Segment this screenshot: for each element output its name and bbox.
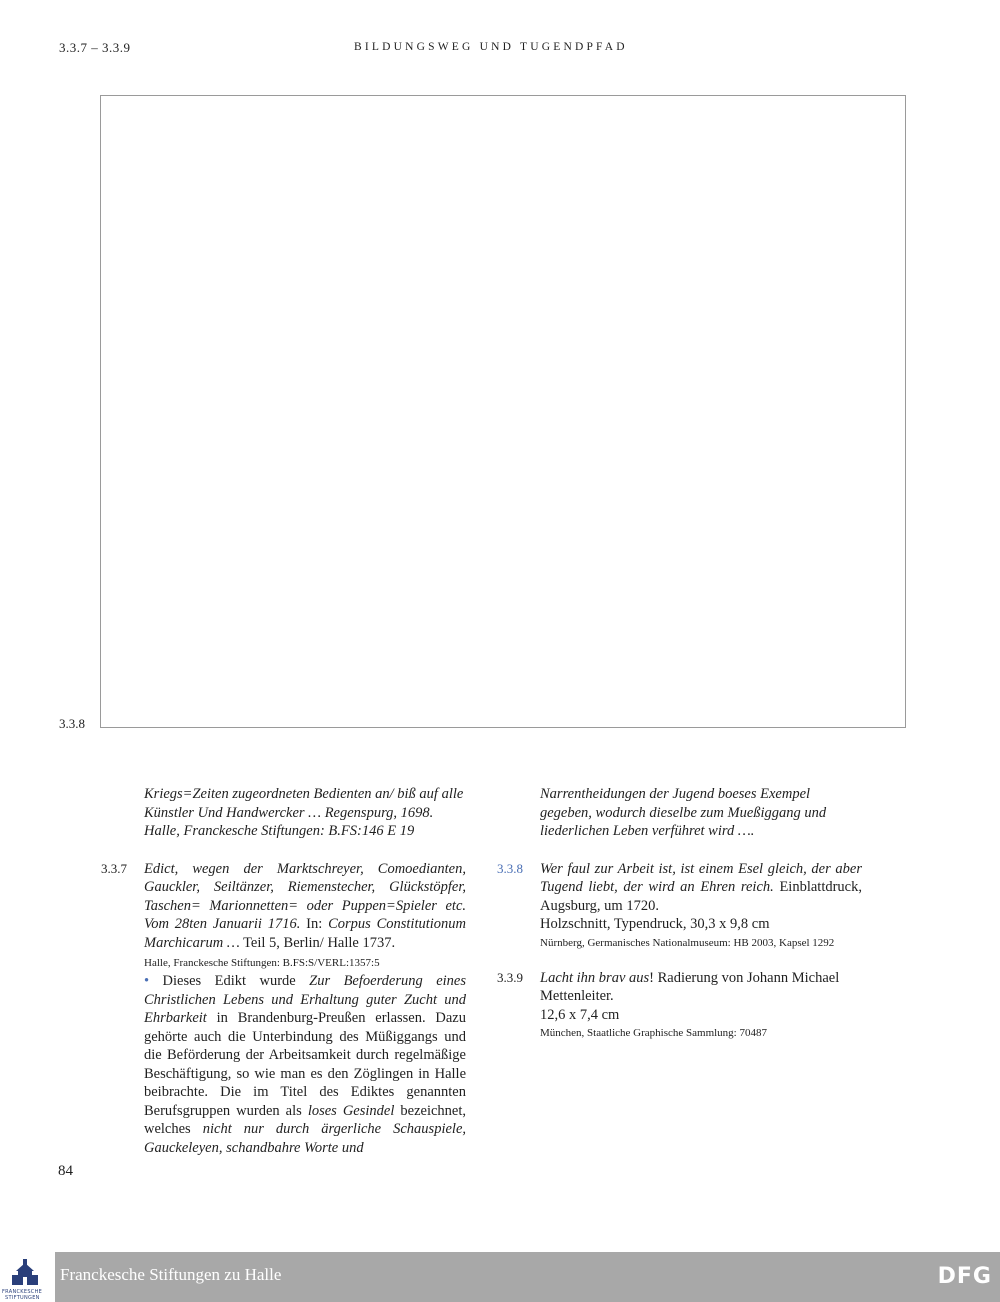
entry-title: Wer faul zur Arbeit ist, ist einem Esel gleich, der aber Tugend liebt, der wird an Ehren reich.: [540, 860, 862, 895]
entry-technique: Holzschnitt, Typendruck, 30,3 x 9,8 cm: [540, 916, 770, 932]
entry-source-rest: Teil 5, Berlin/ Halle 1737.: [239, 934, 396, 951]
bullet-icon: •: [144, 973, 150, 989]
header-page-range: 3.3.7 – 3.3.9: [59, 40, 131, 55]
continuation-text: Narrentheidungen der Jugend boeses Exempel gegeben, wodurch dieselbe zum Mueßiggang und liederlichen Leben verführet wird ….: [540, 786, 827, 839]
entry-number: 3.3.9: [497, 969, 523, 985]
desc-part-2: Zur Befoerderung eines Christlichen Lebens und Erhaltung guter Zucht und Ehrbarkeit: [144, 973, 466, 1026]
logo-text-2: STIFTUNGEN: [5, 1295, 40, 1301]
entry-3-3-8: [497, 860, 862, 951]
logo-text-1: FRANCKESCHE: [2, 1289, 43, 1295]
building-icon: [0, 1257, 50, 1289]
entry-3-3-9: [497, 969, 862, 1042]
entry-title: Lacht ihn brav aus: [540, 969, 650, 986]
footer-bar: [55, 1252, 1000, 1302]
figure-frame: [100, 95, 906, 728]
desc-part-5: bezeichnet, welches: [144, 1102, 466, 1137]
entry-technique: 12,6 x 7,4 cm: [540, 1006, 620, 1023]
desc-part-3: in Brandenburg-Preußen erlassen. Dazu gehörte auch die Unterbindung des Müßiggangs und die Beförderung der Arbeitsamkeit durch regelmäßige Beschäftigung, so wie man es den Zöglingen in Halle beibrachte. Die im Titel des Ediktes genannten Berufsgruppen wurden als: [144, 1010, 466, 1119]
entry-location: Halle, Franckesche Stiftungen: B.FS:S/VERL:1357:5: [144, 957, 380, 969]
entry-source: Corpus Constitutionum Marchicarum …: [144, 916, 467, 951]
header-title: BILDUNGSWEG UND TUGENDPFAD: [354, 41, 628, 53]
right-column: [497, 785, 862, 1041]
intro-line-1: Kriegs=Zeiten zugeordneten Bedienten an/ biß auf alle: [144, 786, 464, 802]
entry-3-3-7: [101, 860, 467, 1158]
entry-number: 3.3.7: [101, 860, 127, 876]
entry-in: In:: [300, 916, 329, 932]
entry-title: Edict, wegen der Marktschreyer, Comoedianten, Gauckler, Seiltänzer, Riemenstecher, Glückstöpfer, Taschen= Marionnetten= oder Puppen=Spieler etc. Vom 28ten Januarii 1716.: [144, 860, 466, 932]
desc-part-1: Dieses Edikt wurde: [149, 973, 310, 989]
entry-rest: Einblattdruck, Augsburg, um 1720.: [540, 879, 862, 914]
entry-rest: ! Radierung von Johann Michael Mettenleiter.: [540, 969, 840, 1004]
entry-location: München, Staatliche Graphische Sammlung: 70487: [540, 1027, 767, 1039]
entry-number: 3.3.8: [497, 860, 523, 876]
intro-line-2: Künstler Und Handwercker … Regenspurg, 1698.: [144, 804, 434, 821]
page-number: 84: [58, 1163, 73, 1179]
franckesche-logo: [0, 1257, 50, 1302]
footer-text: Franckesche Stiftungen zu Halle: [60, 1265, 282, 1284]
dfg-logo: DFG: [937, 1264, 992, 1289]
desc-part-6: nicht nur durch ärgerliche Schauspiele, Gauckeleyen, schandbahre Worte und: [144, 1121, 467, 1156]
left-column: [101, 785, 467, 1157]
intro-line-3: Halle, Franckesche Stiftungen: B.FS:146 E 19: [144, 823, 415, 839]
entry-location: Nürnberg, Germanisches Nationalmuseum: HB 2003, Kapsel 1292: [540, 936, 835, 949]
desc-part-4: loses Gesindel: [307, 1102, 395, 1119]
figure-label: 3.3.8: [59, 716, 85, 731]
